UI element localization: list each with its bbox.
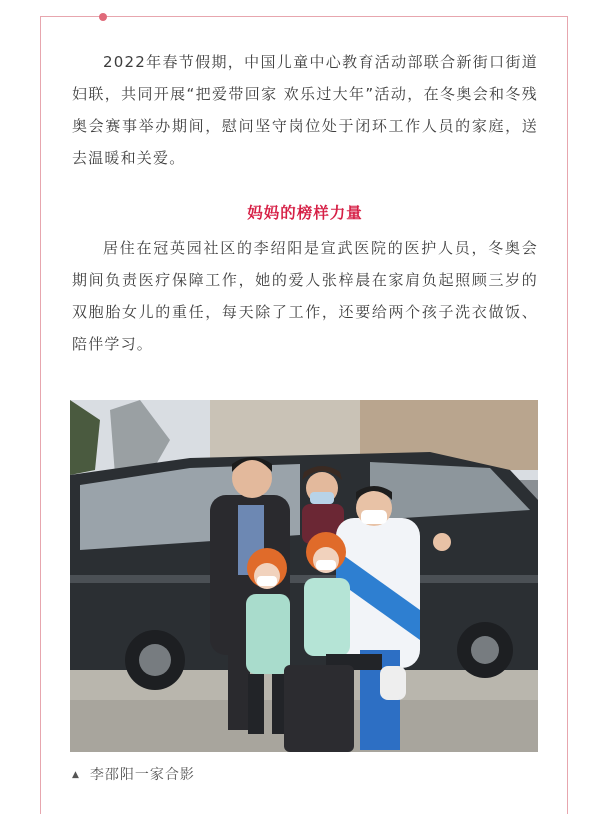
caption-triangle-icon: ▲ bbox=[72, 770, 80, 780]
section-heading: 妈妈的榜样力量 bbox=[247, 204, 363, 222]
frame-dot-decoration bbox=[99, 13, 107, 21]
family-photo bbox=[70, 400, 538, 752]
caption-text: 李邵阳一家合影 bbox=[89, 767, 195, 783]
article-body bbox=[72, 46, 538, 360]
section-paragraph: 居住在冠英园社区的李绍阳是宣武医院的医护人员，冬奥会期间负责医疗保障工作，她的爱人张梓晨在家肩负起照顾三岁的双胞胎女儿的重任，每天除了工作，还要给两个孩子洗衣做饭、陪伴学习。 bbox=[72, 239, 538, 353]
intro-paragraph: 2022年春节假期，中国儿童中心教育活动部联合新街口街道妇联，共同开展“把爱带回家 欢乐过大年”活动，在冬奥会和冬残奥会赛事举办期间，慰问坚守岗位处于闭环工作人员的家庭，送去温暖和关爱。 bbox=[72, 53, 538, 167]
photo-caption bbox=[72, 764, 195, 784]
